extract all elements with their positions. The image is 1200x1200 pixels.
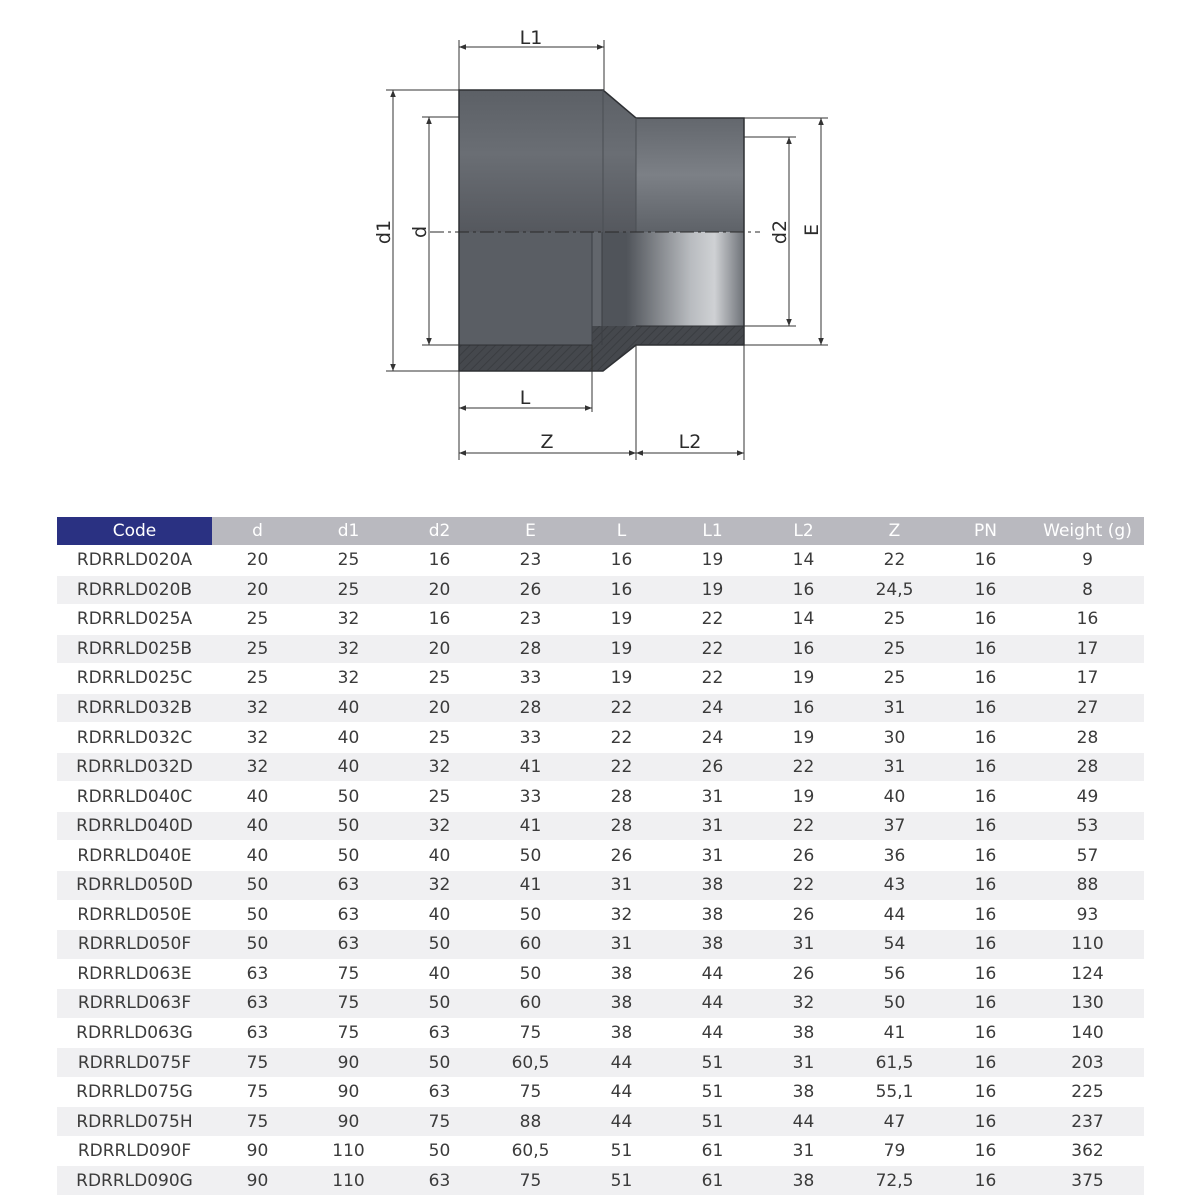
table-cell: 19 <box>667 575 758 605</box>
column-header: L1 <box>667 517 758 546</box>
table-cell: 63 <box>303 900 394 930</box>
table-cell: 22 <box>758 811 849 841</box>
table-row <box>57 1107 1144 1137</box>
table-cell: 44 <box>758 1107 849 1137</box>
product-code-cell: RDRRLD025A <box>57 605 212 635</box>
table-cell: 362 <box>1031 1136 1144 1166</box>
table-row <box>57 782 1144 812</box>
table-cell: 28 <box>485 634 576 664</box>
table-row <box>57 664 1144 694</box>
table-cell: 22 <box>667 664 758 694</box>
table-cell: 19 <box>576 605 667 635</box>
table-cell: 40 <box>212 811 303 841</box>
table-cell: 28 <box>576 811 667 841</box>
product-code-cell: RDRRLD075H <box>57 1107 212 1137</box>
product-code-cell: RDRRLD063G <box>57 1018 212 1048</box>
reducer-fitting-shape <box>430 90 760 371</box>
table-cell: 16 <box>940 634 1031 664</box>
table-cell: 38 <box>758 1077 849 1107</box>
table-cell: 33 <box>485 782 576 812</box>
table-row <box>57 841 1144 871</box>
product-code-cell: RDRRLD075G <box>57 1077 212 1107</box>
table-cell: 90 <box>212 1136 303 1166</box>
table-cell: 19 <box>758 664 849 694</box>
table-cell: 16 <box>940 575 1031 605</box>
table-cell: 24 <box>667 693 758 723</box>
table-cell: 31 <box>576 930 667 960</box>
table-cell: 41 <box>485 811 576 841</box>
table-row <box>57 575 1144 605</box>
table-row <box>57 1136 1144 1166</box>
table-cell: 63 <box>394 1077 485 1107</box>
product-code-cell: RDRRLD050D <box>57 871 212 901</box>
table-row <box>57 634 1144 664</box>
product-code-cell: RDRRLD050E <box>57 900 212 930</box>
product-code-cell: RDRRLD040E <box>57 841 212 871</box>
dim-label-e: E <box>801 223 823 237</box>
table-cell: 16 <box>758 575 849 605</box>
table-cell: 32 <box>212 752 303 782</box>
table-cell: 20 <box>212 546 303 576</box>
product-code-cell: RDRRLD025C <box>57 664 212 694</box>
product-code-cell: RDRRLD025B <box>57 634 212 664</box>
table-cell: 225 <box>1031 1077 1144 1107</box>
column-header: PN <box>940 517 1031 546</box>
table-cell: 50 <box>212 930 303 960</box>
table-cell: 25 <box>212 605 303 635</box>
table-cell: 38 <box>576 1018 667 1048</box>
table-cell: 75 <box>394 1107 485 1137</box>
table-cell: 28 <box>485 693 576 723</box>
table-cell: 50 <box>303 811 394 841</box>
table-cell: 25 <box>849 664 940 694</box>
table-cell: 44 <box>576 1077 667 1107</box>
column-header: L2 <box>758 517 849 546</box>
table-cell: 90 <box>303 1077 394 1107</box>
table-cell: 26 <box>485 575 576 605</box>
table-cell: 50 <box>212 900 303 930</box>
table-cell: 16 <box>940 841 1031 871</box>
table-cell: 38 <box>758 1018 849 1048</box>
table-cell: 63 <box>394 1018 485 1048</box>
table-cell: 20 <box>394 575 485 605</box>
table-cell: 43 <box>849 871 940 901</box>
table-cell: 88 <box>1031 871 1144 901</box>
table-cell: 20 <box>394 634 485 664</box>
table-cell: 16 <box>940 959 1031 989</box>
dim-label-d1: d1 <box>373 219 395 245</box>
column-header: L <box>576 517 667 546</box>
table-cell: 26 <box>576 841 667 871</box>
column-header: d2 <box>394 517 485 546</box>
product-code-cell: RDRRLD090G <box>57 1166 212 1195</box>
table-cell: 16 <box>940 1107 1031 1137</box>
dim-label-z: Z <box>540 431 554 453</box>
table-row <box>57 989 1144 1019</box>
table-cell: 33 <box>485 664 576 694</box>
table-cell: 20 <box>394 693 485 723</box>
table-row <box>57 1018 1144 1048</box>
table-cell: 130 <box>1031 989 1144 1019</box>
product-code-cell: RDRRLD075F <box>57 1048 212 1078</box>
table-cell: 51 <box>667 1107 758 1137</box>
table-cell: 31 <box>758 930 849 960</box>
table-row <box>57 605 1144 635</box>
table-cell: 24 <box>667 723 758 753</box>
table-cell: 16 <box>940 605 1031 635</box>
table-cell: 22 <box>849 546 940 576</box>
table-cell: 24,5 <box>849 575 940 605</box>
table-cell: 60 <box>485 930 576 960</box>
table-row <box>57 930 1144 960</box>
table-cell: 32 <box>394 871 485 901</box>
table-cell: 72,5 <box>849 1166 940 1195</box>
table-cell: 50 <box>394 989 485 1019</box>
column-header: d <box>212 517 303 546</box>
dimensions-table <box>57 517 1144 1195</box>
table-cell: 28 <box>1031 752 1144 782</box>
table-cell: 22 <box>576 693 667 723</box>
table-cell: 50 <box>485 841 576 871</box>
table-cell: 16 <box>940 546 1031 576</box>
table-cell: 22 <box>758 871 849 901</box>
table-cell: 75 <box>212 1048 303 1078</box>
table-cell: 19 <box>576 634 667 664</box>
column-header: E <box>485 517 576 546</box>
table-cell: 31 <box>758 1136 849 1166</box>
table-cell: 75 <box>303 959 394 989</box>
table-cell: 19 <box>758 723 849 753</box>
table-cell: 41 <box>485 871 576 901</box>
table-cell: 75 <box>485 1018 576 1048</box>
table-cell: 25 <box>303 546 394 576</box>
table-cell: 32 <box>212 693 303 723</box>
table-cell: 38 <box>758 1166 849 1195</box>
table-row <box>57 723 1144 753</box>
table-cell: 38 <box>576 959 667 989</box>
table-cell: 30 <box>849 723 940 753</box>
product-code-cell: RDRRLD032C <box>57 723 212 753</box>
table-cell: 16 <box>940 1048 1031 1078</box>
table-cell: 57 <box>1031 841 1144 871</box>
table-cell: 32 <box>303 605 394 635</box>
table-cell: 51 <box>576 1166 667 1195</box>
table-row <box>57 1166 1144 1195</box>
dim-label-l1: L1 <box>519 27 543 49</box>
table-cell: 31 <box>849 693 940 723</box>
table-cell: 41 <box>849 1018 940 1048</box>
table-cell: 25 <box>394 723 485 753</box>
table-cell: 63 <box>394 1166 485 1195</box>
table-cell: 90 <box>303 1048 394 1078</box>
table-cell: 51 <box>667 1077 758 1107</box>
table-cell: 55,1 <box>849 1077 940 1107</box>
column-header: Code <box>57 517 212 546</box>
table-cell: 31 <box>849 752 940 782</box>
table-cell: 16 <box>940 900 1031 930</box>
fitting-technical-drawing <box>0 0 1200 480</box>
table-cell: 25 <box>212 664 303 694</box>
table-cell: 22 <box>576 752 667 782</box>
table-cell: 75 <box>485 1166 576 1195</box>
table-cell: 8 <box>1031 575 1144 605</box>
table-cell: 32 <box>576 900 667 930</box>
product-code-cell: RDRRLD063F <box>57 989 212 1019</box>
table-cell: 44 <box>667 1018 758 1048</box>
table-cell: 16 <box>940 1077 1031 1107</box>
table-cell: 79 <box>849 1136 940 1166</box>
table-cell: 40 <box>394 900 485 930</box>
table-cell: 44 <box>576 1048 667 1078</box>
table-cell: 16 <box>940 989 1031 1019</box>
table-cell: 50 <box>485 959 576 989</box>
table-cell: 53 <box>1031 811 1144 841</box>
table-cell: 16 <box>394 605 485 635</box>
table-cell: 31 <box>576 871 667 901</box>
table-cell: 19 <box>576 664 667 694</box>
table-cell: 23 <box>485 605 576 635</box>
table-cell: 44 <box>576 1107 667 1137</box>
table-cell: 16 <box>940 693 1031 723</box>
table-cell: 40 <box>212 841 303 871</box>
table-cell: 25 <box>212 634 303 664</box>
table-cell: 75 <box>212 1107 303 1137</box>
table-cell: 16 <box>758 693 849 723</box>
table-cell: 61 <box>667 1136 758 1166</box>
table-cell: 38 <box>667 871 758 901</box>
table-cell: 28 <box>1031 723 1144 753</box>
table-cell: 63 <box>303 871 394 901</box>
column-header: Weight (g) <box>1031 517 1144 546</box>
table-cell: 33 <box>485 723 576 753</box>
table-cell: 237 <box>1031 1107 1144 1137</box>
table-cell: 38 <box>576 989 667 1019</box>
product-code-cell: RDRRLD020A <box>57 546 212 576</box>
product-code-cell: RDRRLD090F <box>57 1136 212 1166</box>
product-code-cell: RDRRLD020B <box>57 575 212 605</box>
table-cell: 50 <box>394 930 485 960</box>
table-cell: 32 <box>212 723 303 753</box>
table-row <box>57 959 1144 989</box>
table-row <box>57 693 1144 723</box>
table-cell: 26 <box>758 900 849 930</box>
table-cell: 31 <box>667 811 758 841</box>
table-cell: 44 <box>849 900 940 930</box>
table-cell: 61 <box>667 1166 758 1195</box>
table-cell: 124 <box>1031 959 1144 989</box>
table-cell: 20 <box>212 575 303 605</box>
column-header: Z <box>849 517 940 546</box>
table-cell: 50 <box>394 1136 485 1166</box>
table-cell: 25 <box>394 782 485 812</box>
table-cell: 63 <box>212 1018 303 1048</box>
table-cell: 16 <box>940 1018 1031 1048</box>
table-cell: 38 <box>667 930 758 960</box>
table-cell: 22 <box>667 634 758 664</box>
table-cell: 16 <box>940 752 1031 782</box>
table-cell: 60,5 <box>485 1136 576 1166</box>
table-cell: 110 <box>303 1136 394 1166</box>
table-row <box>57 1048 1144 1078</box>
table-row <box>57 752 1144 782</box>
table-cell: 22 <box>576 723 667 753</box>
table-cell: 25 <box>303 575 394 605</box>
dim-label-d2: d2 <box>769 219 791 245</box>
table-cell: 40 <box>849 782 940 812</box>
table-cell: 203 <box>1031 1048 1144 1078</box>
column-header: d1 <box>303 517 394 546</box>
table-cell: 26 <box>758 959 849 989</box>
product-code-cell: RDRRLD040C <box>57 782 212 812</box>
dim-label-d: d <box>409 225 431 239</box>
table-cell: 60,5 <box>485 1048 576 1078</box>
table-cell: 28 <box>576 782 667 812</box>
table-cell: 75 <box>303 1018 394 1048</box>
table-cell: 50 <box>303 782 394 812</box>
table-cell: 50 <box>394 1048 485 1078</box>
table-cell: 32 <box>394 811 485 841</box>
dim-label-l: L <box>519 387 531 409</box>
table-cell: 25 <box>849 634 940 664</box>
table-cell: 110 <box>303 1166 394 1195</box>
table-cell: 140 <box>1031 1018 1144 1048</box>
table-cell: 40 <box>303 693 394 723</box>
table-cell: 44 <box>667 959 758 989</box>
table-cell: 32 <box>303 634 394 664</box>
table-cell: 40 <box>394 841 485 871</box>
table-cell: 26 <box>667 752 758 782</box>
table-cell: 19 <box>667 546 758 576</box>
table-cell: 88 <box>485 1107 576 1137</box>
table-cell: 26 <box>758 841 849 871</box>
table-cell: 49 <box>1031 782 1144 812</box>
table-cell: 41 <box>485 752 576 782</box>
table-row <box>57 1077 1144 1107</box>
table-cell: 31 <box>667 841 758 871</box>
table-cell: 50 <box>849 989 940 1019</box>
table-cell: 16 <box>576 546 667 576</box>
table-row <box>57 871 1144 901</box>
table-cell: 50 <box>485 900 576 930</box>
table-cell: 51 <box>576 1136 667 1166</box>
table-cell: 63 <box>212 959 303 989</box>
table-cell: 16 <box>1031 605 1144 635</box>
table-cell: 16 <box>940 1166 1031 1195</box>
table-cell: 17 <box>1031 664 1144 694</box>
product-code-cell: RDRRLD032D <box>57 752 212 782</box>
table-cell: 93 <box>1031 900 1144 930</box>
product-code-cell: RDRRLD050F <box>57 930 212 960</box>
table-cell: 110 <box>1031 930 1144 960</box>
table-cell: 90 <box>212 1166 303 1195</box>
table-cell: 61,5 <box>849 1048 940 1078</box>
table-cell: 16 <box>940 723 1031 753</box>
table-cell: 16 <box>758 634 849 664</box>
table-cell: 16 <box>940 930 1031 960</box>
table-cell: 22 <box>758 752 849 782</box>
table-cell: 75 <box>485 1077 576 1107</box>
table-cell: 54 <box>849 930 940 960</box>
dim-label-l2: L2 <box>678 431 702 453</box>
table-cell: 16 <box>940 871 1031 901</box>
table-row <box>57 546 1144 576</box>
table-cell: 90 <box>303 1107 394 1137</box>
table-cell: 23 <box>485 546 576 576</box>
table-cell: 16 <box>576 575 667 605</box>
table-cell: 40 <box>394 959 485 989</box>
table-cell: 50 <box>303 841 394 871</box>
table-cell: 25 <box>394 664 485 694</box>
table-header-row <box>57 517 1144 546</box>
table-cell: 38 <box>667 900 758 930</box>
table-cell: 22 <box>667 605 758 635</box>
table-cell: 56 <box>849 959 940 989</box>
table-cell: 50 <box>212 871 303 901</box>
table-cell: 63 <box>212 989 303 1019</box>
table-cell: 32 <box>303 664 394 694</box>
table-cell: 40 <box>212 782 303 812</box>
table-cell: 44 <box>667 989 758 1019</box>
table-row <box>57 811 1144 841</box>
table-cell: 32 <box>758 989 849 1019</box>
table-cell: 31 <box>667 782 758 812</box>
table-cell: 37 <box>849 811 940 841</box>
table-cell: 60 <box>485 989 576 1019</box>
table-cell: 75 <box>303 989 394 1019</box>
table-row <box>57 900 1144 930</box>
product-code-cell: RDRRLD063E <box>57 959 212 989</box>
table-cell: 375 <box>1031 1166 1144 1195</box>
table-cell: 16 <box>940 1136 1031 1166</box>
table-cell: 19 <box>758 782 849 812</box>
table-cell: 75 <box>212 1077 303 1107</box>
table-cell: 16 <box>394 546 485 576</box>
table-cell: 14 <box>758 546 849 576</box>
table-cell: 63 <box>303 930 394 960</box>
table-cell: 9 <box>1031 546 1144 576</box>
table-cell: 16 <box>940 664 1031 694</box>
table-cell: 25 <box>849 605 940 635</box>
table-cell: 32 <box>394 752 485 782</box>
table-cell: 40 <box>303 752 394 782</box>
table-cell: 51 <box>667 1048 758 1078</box>
table-cell: 27 <box>1031 693 1144 723</box>
table-cell: 16 <box>940 782 1031 812</box>
table-cell: 31 <box>758 1048 849 1078</box>
product-code-cell: RDRRLD032B <box>57 693 212 723</box>
table-cell: 16 <box>940 811 1031 841</box>
table-cell: 17 <box>1031 634 1144 664</box>
table-cell: 14 <box>758 605 849 635</box>
table-cell: 36 <box>849 841 940 871</box>
table-cell: 40 <box>303 723 394 753</box>
table-cell: 47 <box>849 1107 940 1137</box>
product-code-cell: RDRRLD040D <box>57 811 212 841</box>
